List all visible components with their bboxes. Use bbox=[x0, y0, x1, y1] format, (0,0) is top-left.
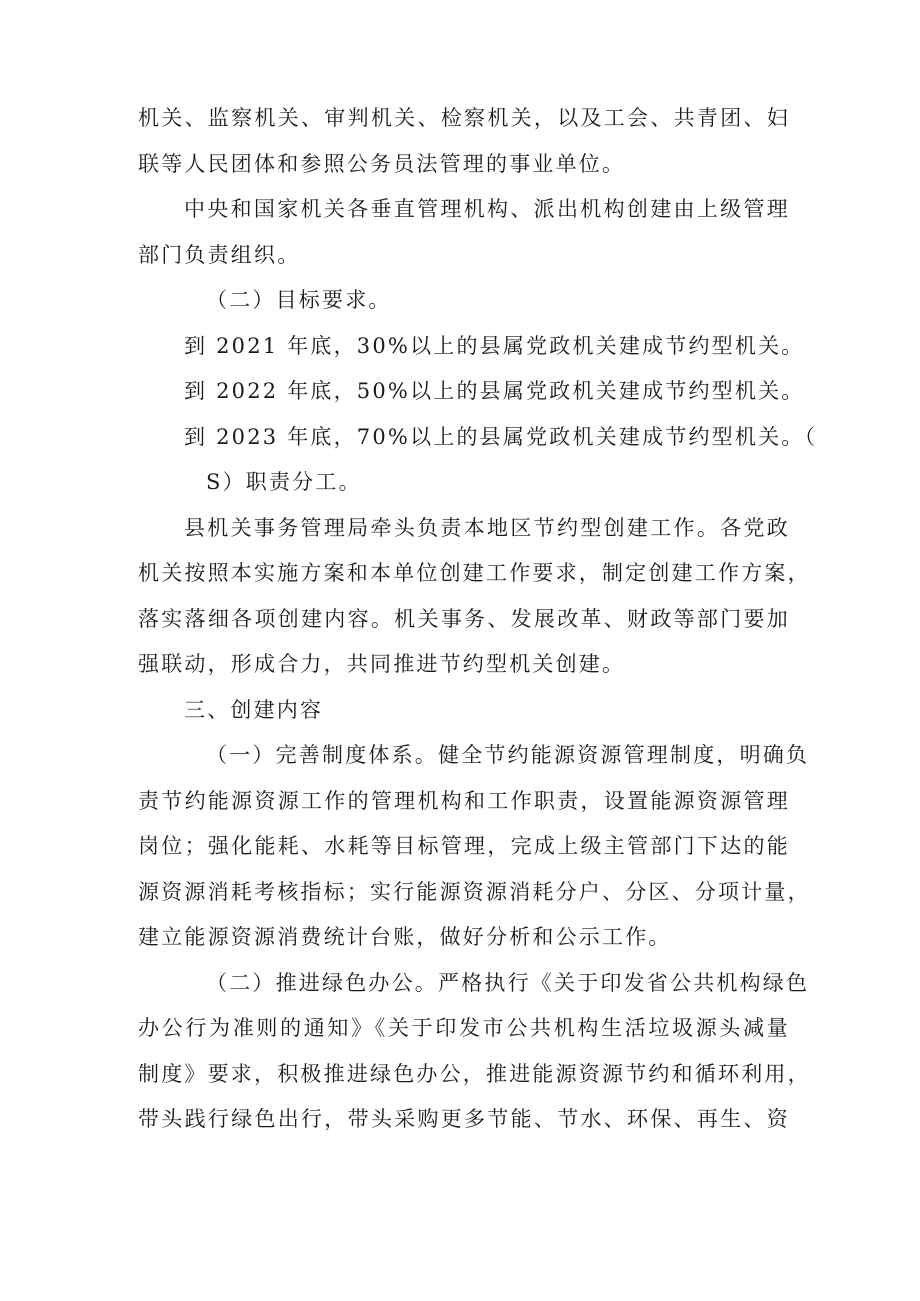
paragraph-line: 到 2023 年底，70%以上的县属党政机关建成节约型机关。（ bbox=[184, 424, 818, 449]
paragraph-line: （二）推进绿色办公。严格执行《关于印发省公共机构绿色 bbox=[206, 970, 810, 995]
paragraph-line: 中央和国家机关各垂直管理机构、派出机构创建由上级管理 bbox=[184, 197, 790, 221]
paragraph-line: 到 2022 年底，50%以上的县属党政机关建成节约型机关。 bbox=[184, 379, 805, 403]
paragraph-line: 到 2021 年底，30%以上的县属党政机关建成节约型机关。 bbox=[184, 333, 805, 358]
paragraph-line: 源资源消耗考核指标；实行能源资源消耗分户、分区、分项计量， bbox=[138, 879, 811, 904]
paragraph-line: 岗位；强化能耗、水耗等目标管理，完成上级主管部门下达的能 bbox=[138, 834, 790, 858]
document-body bbox=[138, 96, 818, 1143]
paragraph-line: 部门负责组织。 bbox=[138, 242, 301, 267]
paragraph-line: 县机关事务管理局牵头负责本地区节约型创建工作。各党政 bbox=[184, 515, 790, 540]
paragraph-line: 办公行为准则的通知》《关于印发市公共机构生活垃圾源头减量 bbox=[138, 1016, 790, 1040]
paragraph-line: 机关、监察机关、审判机关、检察机关，以及工会、共青团、妇 bbox=[138, 106, 790, 130]
section-heading: S）职责分工。 bbox=[206, 470, 362, 494]
paragraph-line: 落实落细各项创建内容。机关事务、发展改革、财政等部门要加 bbox=[138, 606, 790, 631]
paragraph-line: 责节约能源资源工作的管理机构和工作职责，设置能源资源管理 bbox=[138, 788, 790, 813]
paragraph-line: 制度》要求，积极推进绿色办公，推进能源资源节约和循环利用， bbox=[138, 1061, 811, 1086]
paragraph-line: 建立能源资源消费统计台账，做好分析和公示工作。 bbox=[138, 925, 672, 949]
section-heading: （二）目标要求。 bbox=[206, 288, 392, 312]
paragraph-line: 带头践行绿色出行，带头采购更多节能、节水、环保、再生、资 bbox=[138, 1107, 790, 1131]
paragraph-line: 机关按照本实施方案和本单位创建工作要求，制定创建工作方案， bbox=[138, 561, 811, 585]
paragraph-line: 强联动，形成合力，共同推进节约型机关创建。 bbox=[138, 652, 626, 676]
paragraph-line: （一）完善制度体系。健全节约能源资源管理制度，明确负 bbox=[206, 743, 810, 767]
section-heading: 三、创建内容 bbox=[184, 697, 324, 722]
paragraph-line: 联等人民团体和参照公务员法管理的事业单位。 bbox=[138, 151, 626, 176]
